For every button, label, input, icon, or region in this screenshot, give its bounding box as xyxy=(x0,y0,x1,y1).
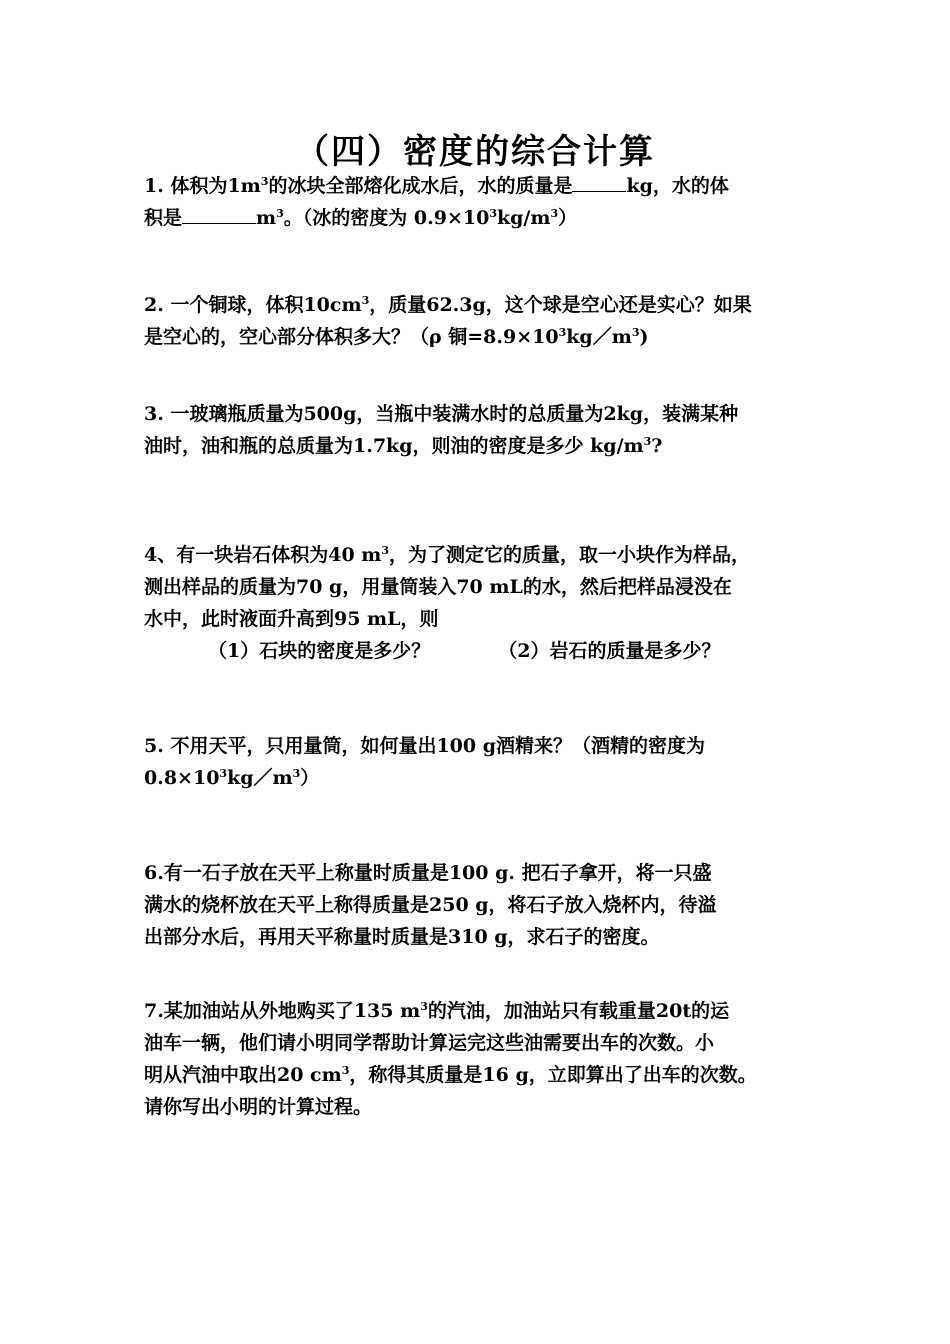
question-2 xyxy=(144,289,824,353)
question-3-line-1: 3. 一玻璃瓶质量为500g，当瓶中装满水时的总质量为2kg，装满某种 xyxy=(144,403,739,425)
question-7-line-3: 明从汽油中取出20 $cm^3$，称得其质量是16 g，立即算出了出车的次数。 xyxy=(144,1064,757,1086)
question-4-line-2: 测出样品的质量为70 g，用量筒装入70 mL的水，然后把样品浸没在 xyxy=(144,576,732,598)
question-7 xyxy=(144,995,824,1123)
answer-blank-mass[interactable] xyxy=(572,172,626,192)
question-7-line-4: 请你写出小明的计算过程。 xyxy=(144,1096,373,1118)
question-1-line-1: 1. 体积为$1m^3$的冰块全部熔化成水后，水的质量是 kg，水的体 xyxy=(144,170,824,202)
question-7-line-1: 7.某加油站从外地购买了135 $m^3$的汽油，加油站只有载重量20t的运 xyxy=(144,1000,730,1022)
question-2-line-1: 2. 一个铜球，体积$10cm^3$，质量62.3g，这个球是空心还是实心？如果 xyxy=(144,294,752,316)
question-4-line-3: 水中，此时液面升高到95 mL，则 xyxy=(144,608,439,630)
question-5-line-1: 5. 不用天平，只用量筒，如何量出100 g酒精来？（酒精的密度为 xyxy=(144,735,706,757)
question-4-subquestions xyxy=(144,635,824,667)
question-6-line-3: 出部分水后，再用天平称量时质量是310 g，求石子的密度。 xyxy=(144,926,660,948)
question-3-line-2: 油时，油和瓶的总质量为1.7kg，则油的密度是多少 $kg/m^3$? xyxy=(144,435,663,457)
page-title: （四）密度的综合计算 xyxy=(295,132,655,172)
sub-question-1: （1）石块的密度是多少？ xyxy=(208,640,431,662)
sub-question-2: （2）岩石的质量是多少？ xyxy=(498,640,721,662)
question-4 xyxy=(144,539,824,667)
question-6 xyxy=(144,857,824,953)
question-6-line-1: 6.有一石子放在天平上称量时质量是100 g. 把石子拿开，将一只盛 xyxy=(144,862,712,884)
question-3 xyxy=(144,398,824,462)
question-2-line-2: 是空心的，空心部分体积多大？（ρ 铜$=8.9\times 10^3kg/m^3$) xyxy=(144,326,649,348)
question-4-line-1: 4、有一块岩石体积为40 $m^3$，为了测定它的质量，取一小块作为样品， xyxy=(144,544,751,566)
answer-blank-volume[interactable] xyxy=(182,204,256,224)
question-5 xyxy=(144,730,824,794)
question-1-line-2: 积是 $m^3$。（冰的密度为 $0.9\times 10^3kg/m^3$） xyxy=(144,202,824,234)
question-6-line-2: 满水的烧杯放在天平上称得质量是250 g，将石子放入烧杯内，待溢 xyxy=(144,894,717,916)
question-7-line-2: 油车一辆，他们请小明同学帮助计算运完这些油需要出车的次数。小 xyxy=(144,1032,715,1054)
question-5-line-2: $0.8\times 10^3kg/m^3$） xyxy=(144,767,320,789)
question-1 xyxy=(144,170,824,234)
